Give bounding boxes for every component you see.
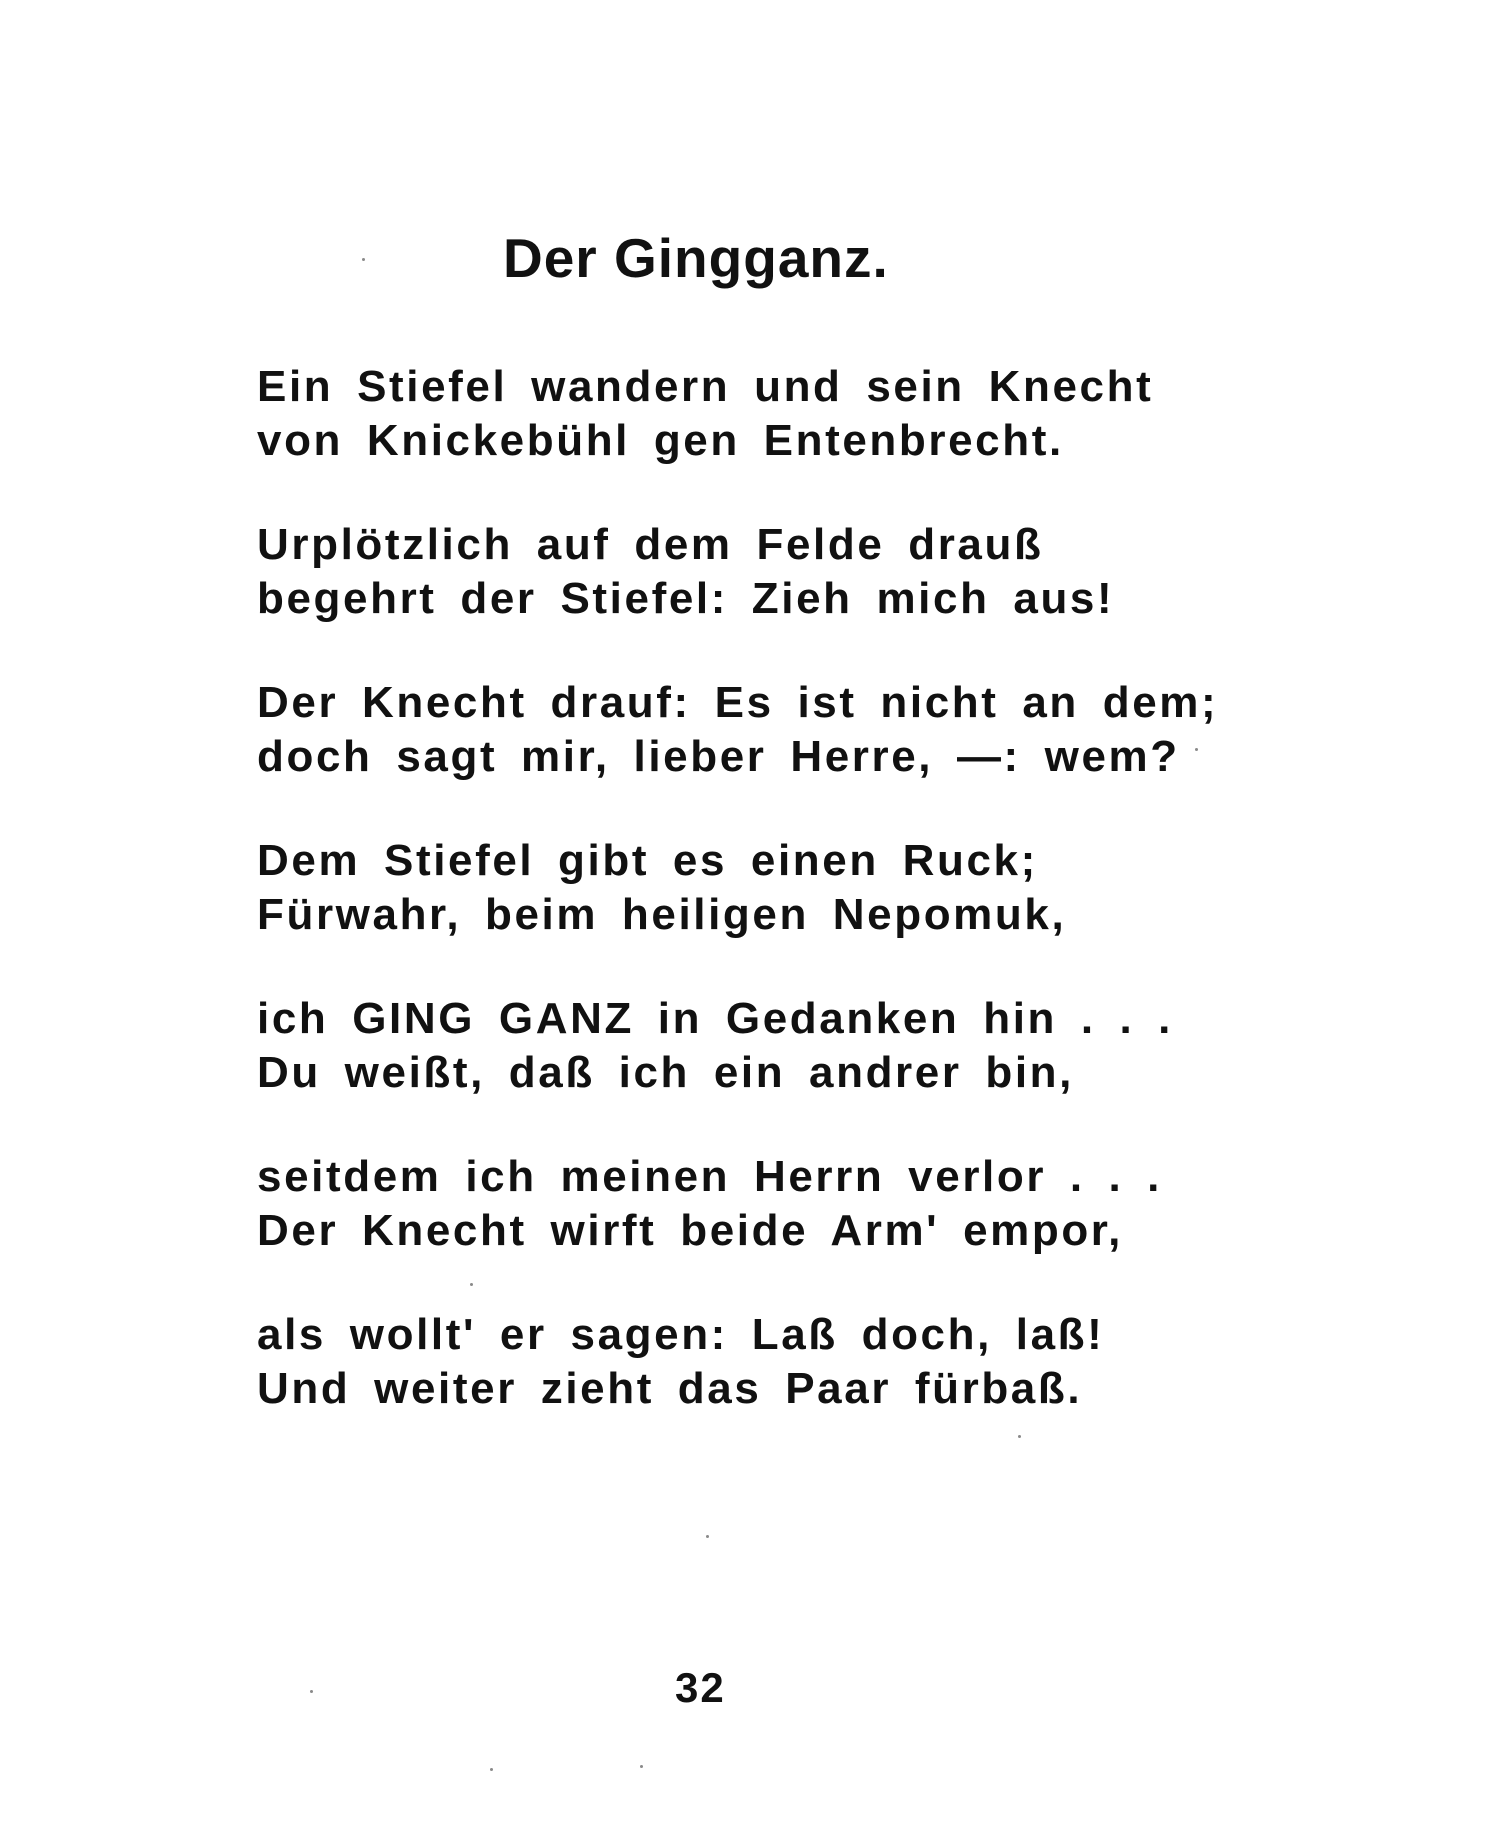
poem-line: Fürwahr, beim heiligen Nepomuk, [257,890,1067,939]
stanza [257,676,1257,784]
poem-body [257,360,1257,1466]
stanza [257,518,1257,626]
poem-line: begehrt der Stiefel: Zieh mich aus! [257,574,1115,623]
poem-line: doch sagt mir, lieber Herre, —: wem? [257,732,1180,781]
scan-speck [362,258,365,261]
poem-line: ich GING GANZ in Gedanken hin . . . [257,994,1173,1043]
poem-line: Der Knecht wirft beide Arm' empor, [257,1206,1123,1255]
poem-line: Urplötzlich auf dem Felde drauß [257,520,1044,569]
poem-line: seitdem ich meinen Herrn verlor . . . [257,1152,1163,1201]
scan-speck [1195,748,1198,751]
scan-speck [640,1765,643,1768]
stanza [257,992,1257,1100]
scan-speck [310,1690,313,1693]
stanza [257,1308,1257,1416]
scan-speck [1018,1435,1021,1438]
poem-line: Der Knecht drauf: Es ist nicht an dem; [257,678,1219,727]
scan-speck [490,1768,493,1771]
scan-speck [470,1283,473,1286]
poem-line: Dem Stiefel gibt es einen Ruck; [257,836,1038,885]
scan-speck [706,1535,709,1538]
page-number: 32 [675,1664,726,1711]
poem-title: Der Gingganz. [503,227,889,289]
poem-line: als wollt' er sagen: Laß doch, laß! [257,1310,1105,1359]
stanza [257,1150,1257,1258]
poem-line: Ein Stiefel wandern und sein Knecht [257,362,1154,411]
stanza [257,360,1257,468]
poem-line: Du weißt, daß ich ein andrer bin, [257,1048,1074,1097]
poem-line: von Knickebühl gen Entenbrecht. [257,416,1064,465]
poem-line: Und weiter zieht das Paar fürbaß. [257,1364,1083,1413]
stanza [257,834,1257,942]
